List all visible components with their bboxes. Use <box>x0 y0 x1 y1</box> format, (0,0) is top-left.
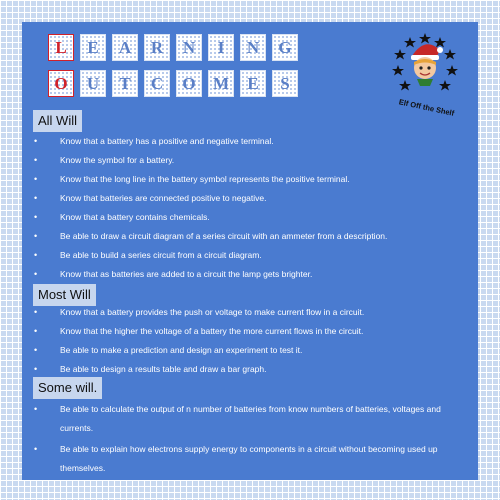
section-heading-most-will: Most Will <box>33 284 96 306</box>
all-will-list <box>30 136 470 288</box>
title-tile: G <box>272 34 298 61</box>
list-item: • Know that the higher the voltage of a battery the more current flows in the circuit. <box>30 326 470 337</box>
list-item: • Be able to design a results table and draw a bar graph. <box>30 364 470 375</box>
title-tile: E <box>240 70 266 97</box>
list-item: • Know that the long line in the battery symbol represents the positive terminal. <box>30 174 470 185</box>
list-item: • Be able to draw a circuit diagram of a series circuit with an ammeter from a description. <box>30 231 470 242</box>
list-item: • Know that a battery has a positive and negative terminal. <box>30 136 470 147</box>
title-tile: I <box>208 34 234 61</box>
title-tile: N <box>176 34 202 61</box>
list-item: • Be able to build a series circuit from a circuit diagram. <box>30 250 470 261</box>
title-tile: M <box>208 70 234 97</box>
section-heading-all-will: All Will <box>33 110 82 132</box>
list-item: • Be able to make a prediction and design an experiment to test it. <box>30 345 470 356</box>
most-will-list <box>30 307 470 383</box>
title-outcomes <box>48 70 298 97</box>
elf-logo <box>390 30 460 120</box>
title-tile: O <box>48 70 74 97</box>
section-heading-some-will: Some will. <box>33 377 102 399</box>
list-item: • Know that a battery contains chemicals. <box>30 212 470 223</box>
title-tile: L <box>48 34 74 61</box>
list-item: • Know that batteries are connected positive to negative. <box>30 193 470 204</box>
list-item: • Know that as batteries are added to a circuit the lamp gets brighter. <box>30 269 470 280</box>
list-item: • Know that a battery provides the push or voltage to make current flow in a circuit. <box>30 307 470 318</box>
some-will-list <box>30 400 470 480</box>
title-tile: A <box>112 34 138 61</box>
title-tile: T <box>112 70 138 97</box>
title-tile: O <box>176 70 202 97</box>
list-item: • Be able to calculate the output of n number of batteries from know numbers of batteries, voltages and currents. <box>30 400 470 438</box>
title-tile: S <box>272 70 298 97</box>
title-tile: U <box>80 70 106 97</box>
list-item: • Be able to explain how electrons supply energy to components in a circuit without becoming used up themselves. <box>30 440 470 478</box>
title-tile: R <box>144 34 170 61</box>
title-learning <box>48 34 298 61</box>
outcomes-panel <box>22 22 478 480</box>
title-tile: C <box>144 70 170 97</box>
elf-face-icon <box>411 44 443 86</box>
title-tile: E <box>80 34 106 61</box>
logo-text: Elf Off the Shelf <box>398 97 455 118</box>
title-tile: N <box>240 34 266 61</box>
list-item: • Know the symbol for a battery. <box>30 155 470 166</box>
